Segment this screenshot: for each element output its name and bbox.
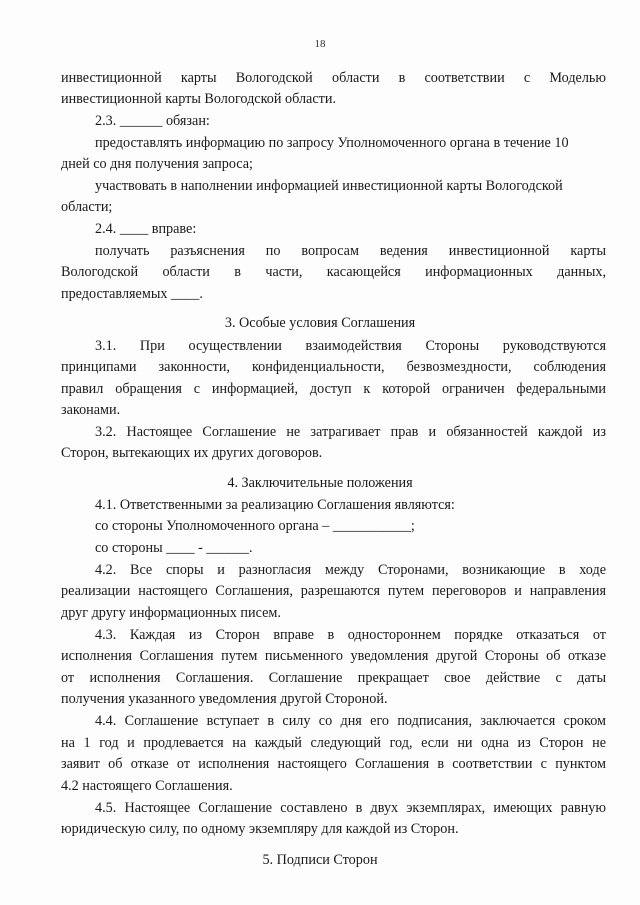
text-line: правил обращения с информацией, доступ к которой ограничен федеральными xyxy=(61,381,606,397)
text-line: 4.2 настоящего Соглашения. xyxy=(61,778,233,794)
text-line: со стороны ____ - ______. xyxy=(95,540,253,556)
text-line: заявит об отказе от исполнения настоящего Соглашения в соответствии с пунктом xyxy=(61,756,606,772)
text-line: получения указанного уведомления другой Стороной. xyxy=(61,691,388,707)
text-line: со стороны Уполномоченного органа – ___________; xyxy=(95,518,415,534)
clause-2-4: 2.4. ____ вправе: xyxy=(95,221,197,237)
text-line: участвовать в наполнении информацией инвестиционной карты Вологодской xyxy=(95,178,563,194)
clause-3-1: 3.1. При осуществлении взаимодействия Стороны руководствуются xyxy=(95,338,606,354)
text-line: инвестиционной карты Вологодской области. xyxy=(61,91,336,107)
section-heading-5: 5. Подписи Сторон xyxy=(262,852,378,868)
text-line: на 1 год и продлевается на каждый следующий год, если ни одна из Сторон не xyxy=(61,735,606,751)
clause-4-5: 4.5. Настоящее Соглашение составлено в двух экземплярах, имеющих равную xyxy=(95,800,606,816)
text-line: друг другу информационных писем. xyxy=(61,605,281,621)
clause-4-4: 4.4. Соглашение вступает в силу со дня его подписания, заключается сроком xyxy=(95,713,606,729)
text-line: Вологодской области в части, касающейся информационных данных, xyxy=(61,264,606,280)
text-line: принципами законности, конфиденциальности, безвозмездности, соблюдения xyxy=(61,359,606,375)
clause-2-3: 2.3. ______ обязан: xyxy=(95,113,210,129)
clause-4-2: 4.2. Все споры и разногласия между Сторонами, возникающие в ходе xyxy=(95,562,606,578)
text-line: дней со дня получения запроса; xyxy=(61,156,253,172)
text-line: предоставлять информацию по запросу Уполномоченного органа в течение 10 xyxy=(95,135,569,151)
text-line: юридическую силу, по одному экземпляру для каждой из Сторон. xyxy=(61,821,459,837)
text-line: реализации настоящего Соглашения, разрешаются путем переговоров и направления xyxy=(61,583,606,599)
page-number: 18 xyxy=(314,38,326,50)
text-line: Сторон, вытекающих их других договоров. xyxy=(61,445,323,461)
section-heading-3: 3. Особые условия Соглашения xyxy=(224,315,416,331)
text-line: от исполнения Соглашения. Соглашение прекращает свое действие с даты xyxy=(61,670,606,686)
clause-3-2: 3.2. Настоящее Соглашение не затрагивает прав и обязанностей каждой из xyxy=(95,424,606,440)
clause-4-3: 4.3. Каждая из Сторон вправе в одностороннем порядке отказаться от xyxy=(95,627,606,643)
text-line: предоставляемых ____. xyxy=(61,286,203,302)
text-line: законами. xyxy=(61,402,121,418)
text-line: исполнения Соглашения путем письменного уведомления другой Стороны об отказе xyxy=(61,648,606,664)
text-line: получать разъяснения по вопросам ведения инвестиционной карты xyxy=(95,243,606,259)
text-line: области; xyxy=(61,199,113,215)
text-line: инвестиционной карты Вологодской области в соответствии с Моделью xyxy=(61,70,606,86)
clause-4-1: 4.1. Ответственными за реализацию Соглашения являются: xyxy=(95,497,455,513)
section-heading-4: 4. Заключительные положения xyxy=(227,475,413,491)
